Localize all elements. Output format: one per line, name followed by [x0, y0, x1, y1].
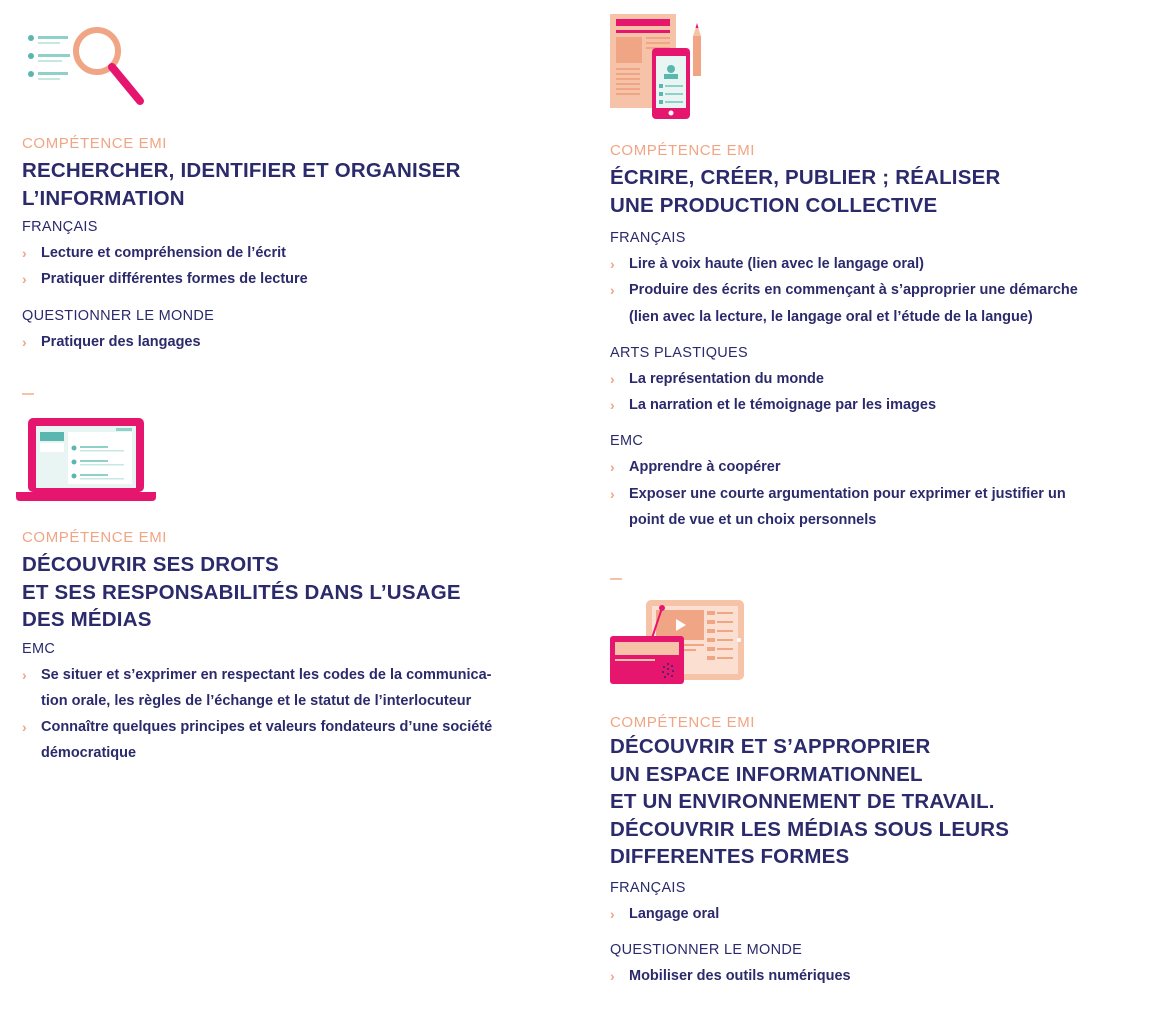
chevron-right-icon: › — [610, 485, 615, 502]
subject-francais: FRANÇAIS — [22, 219, 98, 235]
subject-questionner: QUESTIONNER LE MONDE — [22, 307, 215, 324]
list-item: › Langage oral — [610, 901, 1155, 927]
item-list — [22, 240, 562, 293]
chevron-right-icon: › — [610, 459, 615, 476]
divider — [610, 578, 622, 580]
subject-francais: FRANÇAIS — [610, 879, 686, 896]
section-title: RECHERCHER, IDENTIFIER ET ORGANISER L’INFORMATION — [22, 159, 461, 210]
list-item: › Pratiquer des langages — [22, 329, 562, 355]
item-list — [610, 901, 1155, 927]
chevron-right-icon: › — [610, 905, 615, 922]
list-item: › Connaître quelques principes et valeurs fondateurs d’une société démocratique — [22, 714, 562, 767]
item-list — [610, 454, 1155, 533]
search-list-icon — [26, 24, 150, 108]
chevron-right-icon: › — [610, 256, 615, 272]
list-item: › Lecture et compréhension de l’écrit — [22, 240, 562, 266]
list-item: › Pratiquer différentes formes de lecture — [22, 266, 562, 292]
chevron-right-icon: › — [22, 333, 27, 350]
subject-questionner: QUESTIONNER LE MONDE — [610, 941, 803, 958]
list-item: › Mobiliser des outils numériques — [610, 963, 1155, 989]
competence-label: COMPÉTENCE EMI — [610, 714, 756, 731]
chevron-right-icon: › — [610, 370, 615, 387]
laptop-icon — [16, 418, 156, 502]
list-item: › Lire à voix haute (lien avec le langage oral) — [610, 251, 1155, 277]
competence-label: COMPÉTENCE EMI — [610, 142, 756, 159]
chevron-right-icon: › — [610, 967, 615, 984]
list-item: › La narration et le témoignage par les images — [610, 392, 1155, 418]
list-item: › Se situer et s’exprimer en respectant les codes de la communica- tion orale, les règles de l’échange et le statut de l’interlocuteur — [22, 662, 562, 715]
subject-francais: FRANÇAIS — [610, 230, 686, 246]
chevron-right-icon: › — [22, 666, 27, 683]
chevron-right-icon: › — [22, 271, 27, 288]
chevron-right-icon: › — [22, 719, 27, 736]
chevron-right-icon: › — [610, 282, 615, 299]
item-list — [610, 366, 1155, 419]
section-title: DÉCOUVRIR SES DROITS ET SES RESPONSABILITÉS DANS L’USAGE DES MÉDIAS — [22, 553, 461, 631]
competence-label: COMPÉTENCE EMI — [22, 135, 168, 152]
chevron-right-icon: › — [610, 397, 615, 414]
section-title: ÉCRIRE, CRÉER, PUBLIER ; RÉALISER UNE PRODUCTION COLLECTIVE — [610, 166, 1001, 217]
subject-emc: EMC — [610, 433, 644, 450]
item-list — [22, 662, 562, 767]
competence-label: COMPÉTENCE EMI — [22, 529, 168, 546]
item-list — [22, 329, 562, 355]
subject-emc: EMC — [22, 640, 56, 657]
list-item: › Apprendre à coopérer — [610, 454, 1155, 480]
subject-arts-plastiques: ARTS PLASTIQUES — [610, 344, 748, 361]
list-item: › Exposer une courte argumentation pour exprimer et justifier un point de vue et un choix personnels — [610, 481, 1155, 534]
chevron-right-icon: › — [22, 245, 27, 261]
newspaper-phone-icon — [610, 14, 704, 120]
list-item: › Produire des écrits en commençant à s’approprier une démarche (lien avec la lecture, le langage oral et l’étude de la langue) — [610, 277, 1155, 330]
item-list — [610, 251, 1155, 330]
divider — [22, 393, 34, 395]
tablet-radio-icon — [610, 598, 746, 688]
section-title: DÉCOUVRIR ET S’APPROPRIER UN ESPACE INFORMATIONNEL ET UN ENVIRONNEMENT DE TRAVAIL. DÉCOUVRIR LES MÉDIAS SOUS LEURS DIFFERENTES FORMES — [610, 735, 1010, 868]
item-list — [610, 963, 1155, 989]
list-item: › La représentation du monde — [610, 366, 1155, 392]
